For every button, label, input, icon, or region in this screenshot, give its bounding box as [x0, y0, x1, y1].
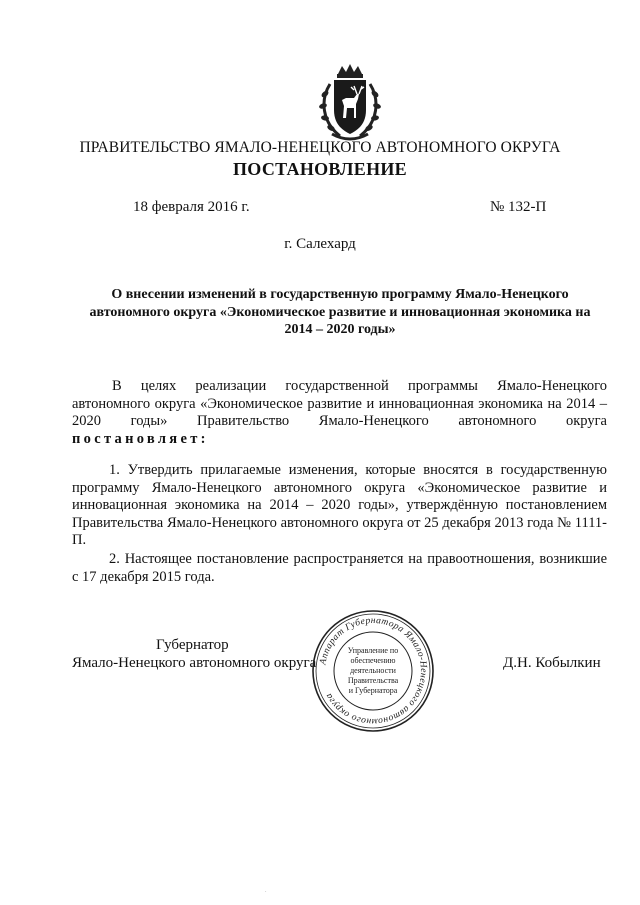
seal-ring-text: Аппарат Губернатора Ямало-Ненецкого автономного округа — [318, 615, 429, 727]
document-date: 18 февраля 2016 г. — [133, 199, 250, 215]
seal-center-line4: Правительства — [347, 676, 399, 685]
seal-center-line1: Управление по — [347, 646, 399, 655]
signer-name: Д.Н. Кобылкин — [503, 655, 601, 671]
document-number: № 132-П — [490, 199, 547, 215]
document-type: ПОСТАНОВЛЕНИЕ — [233, 159, 407, 179]
clause-1: 1. Утвердить прилагаемые изменения, которые вносятся в государственную программу Ямало-Ненецкого автономного округа «Экономическое развитие и инновационная экономика на 2014 – 2020 годы», утверждённую постановлением Правительства Ямало-Ненецкого автономного округа от 25 декабря 2013 года № 1111-П. — [72, 462, 607, 548]
official-seal — [310, 608, 436, 734]
document-city: г. Салехард — [284, 236, 356, 252]
decree-keyword: постановляет: — [72, 430, 209, 447]
signer-title-line2: Ямало-Ненецкого автономного округа — [72, 655, 317, 671]
seal-center-line2: обеспечению — [350, 656, 396, 665]
seal-center-line3: деятельности — [350, 666, 396, 675]
government-title: ПРАВИТЕЛЬСТВО ЯМАЛО-НЕНЕЦКОГО АВТОНОМНОГО ОКРУГА — [79, 139, 561, 156]
clause-2: 2. Настоящее постановление распространяется на правоотношения, возникшие с 17 декабря 2015 года. — [72, 551, 607, 585]
document-subject: О внесении изменений в государственную программу Ямало-Ненецкого автономного округа «Экономическое развитие и инновационная экономика на 2014 – 2020 годы» — [89, 287, 591, 337]
preamble-text: В целях реализации государственной программы Ямало-Ненецкого автономного округа «Экономическое развитие и инновационная экономика на 2014 – 2020 годы» Правительство Ямало-Ненецкого автономного округа — [72, 378, 607, 429]
footer-mark: . — [265, 888, 267, 894]
signer-title-line1: Губернатор — [156, 637, 229, 653]
seal-center-line5: и Губернатора — [348, 686, 398, 695]
preamble-paragraph — [72, 378, 607, 448]
coat-of-arms-icon — [316, 60, 384, 144]
